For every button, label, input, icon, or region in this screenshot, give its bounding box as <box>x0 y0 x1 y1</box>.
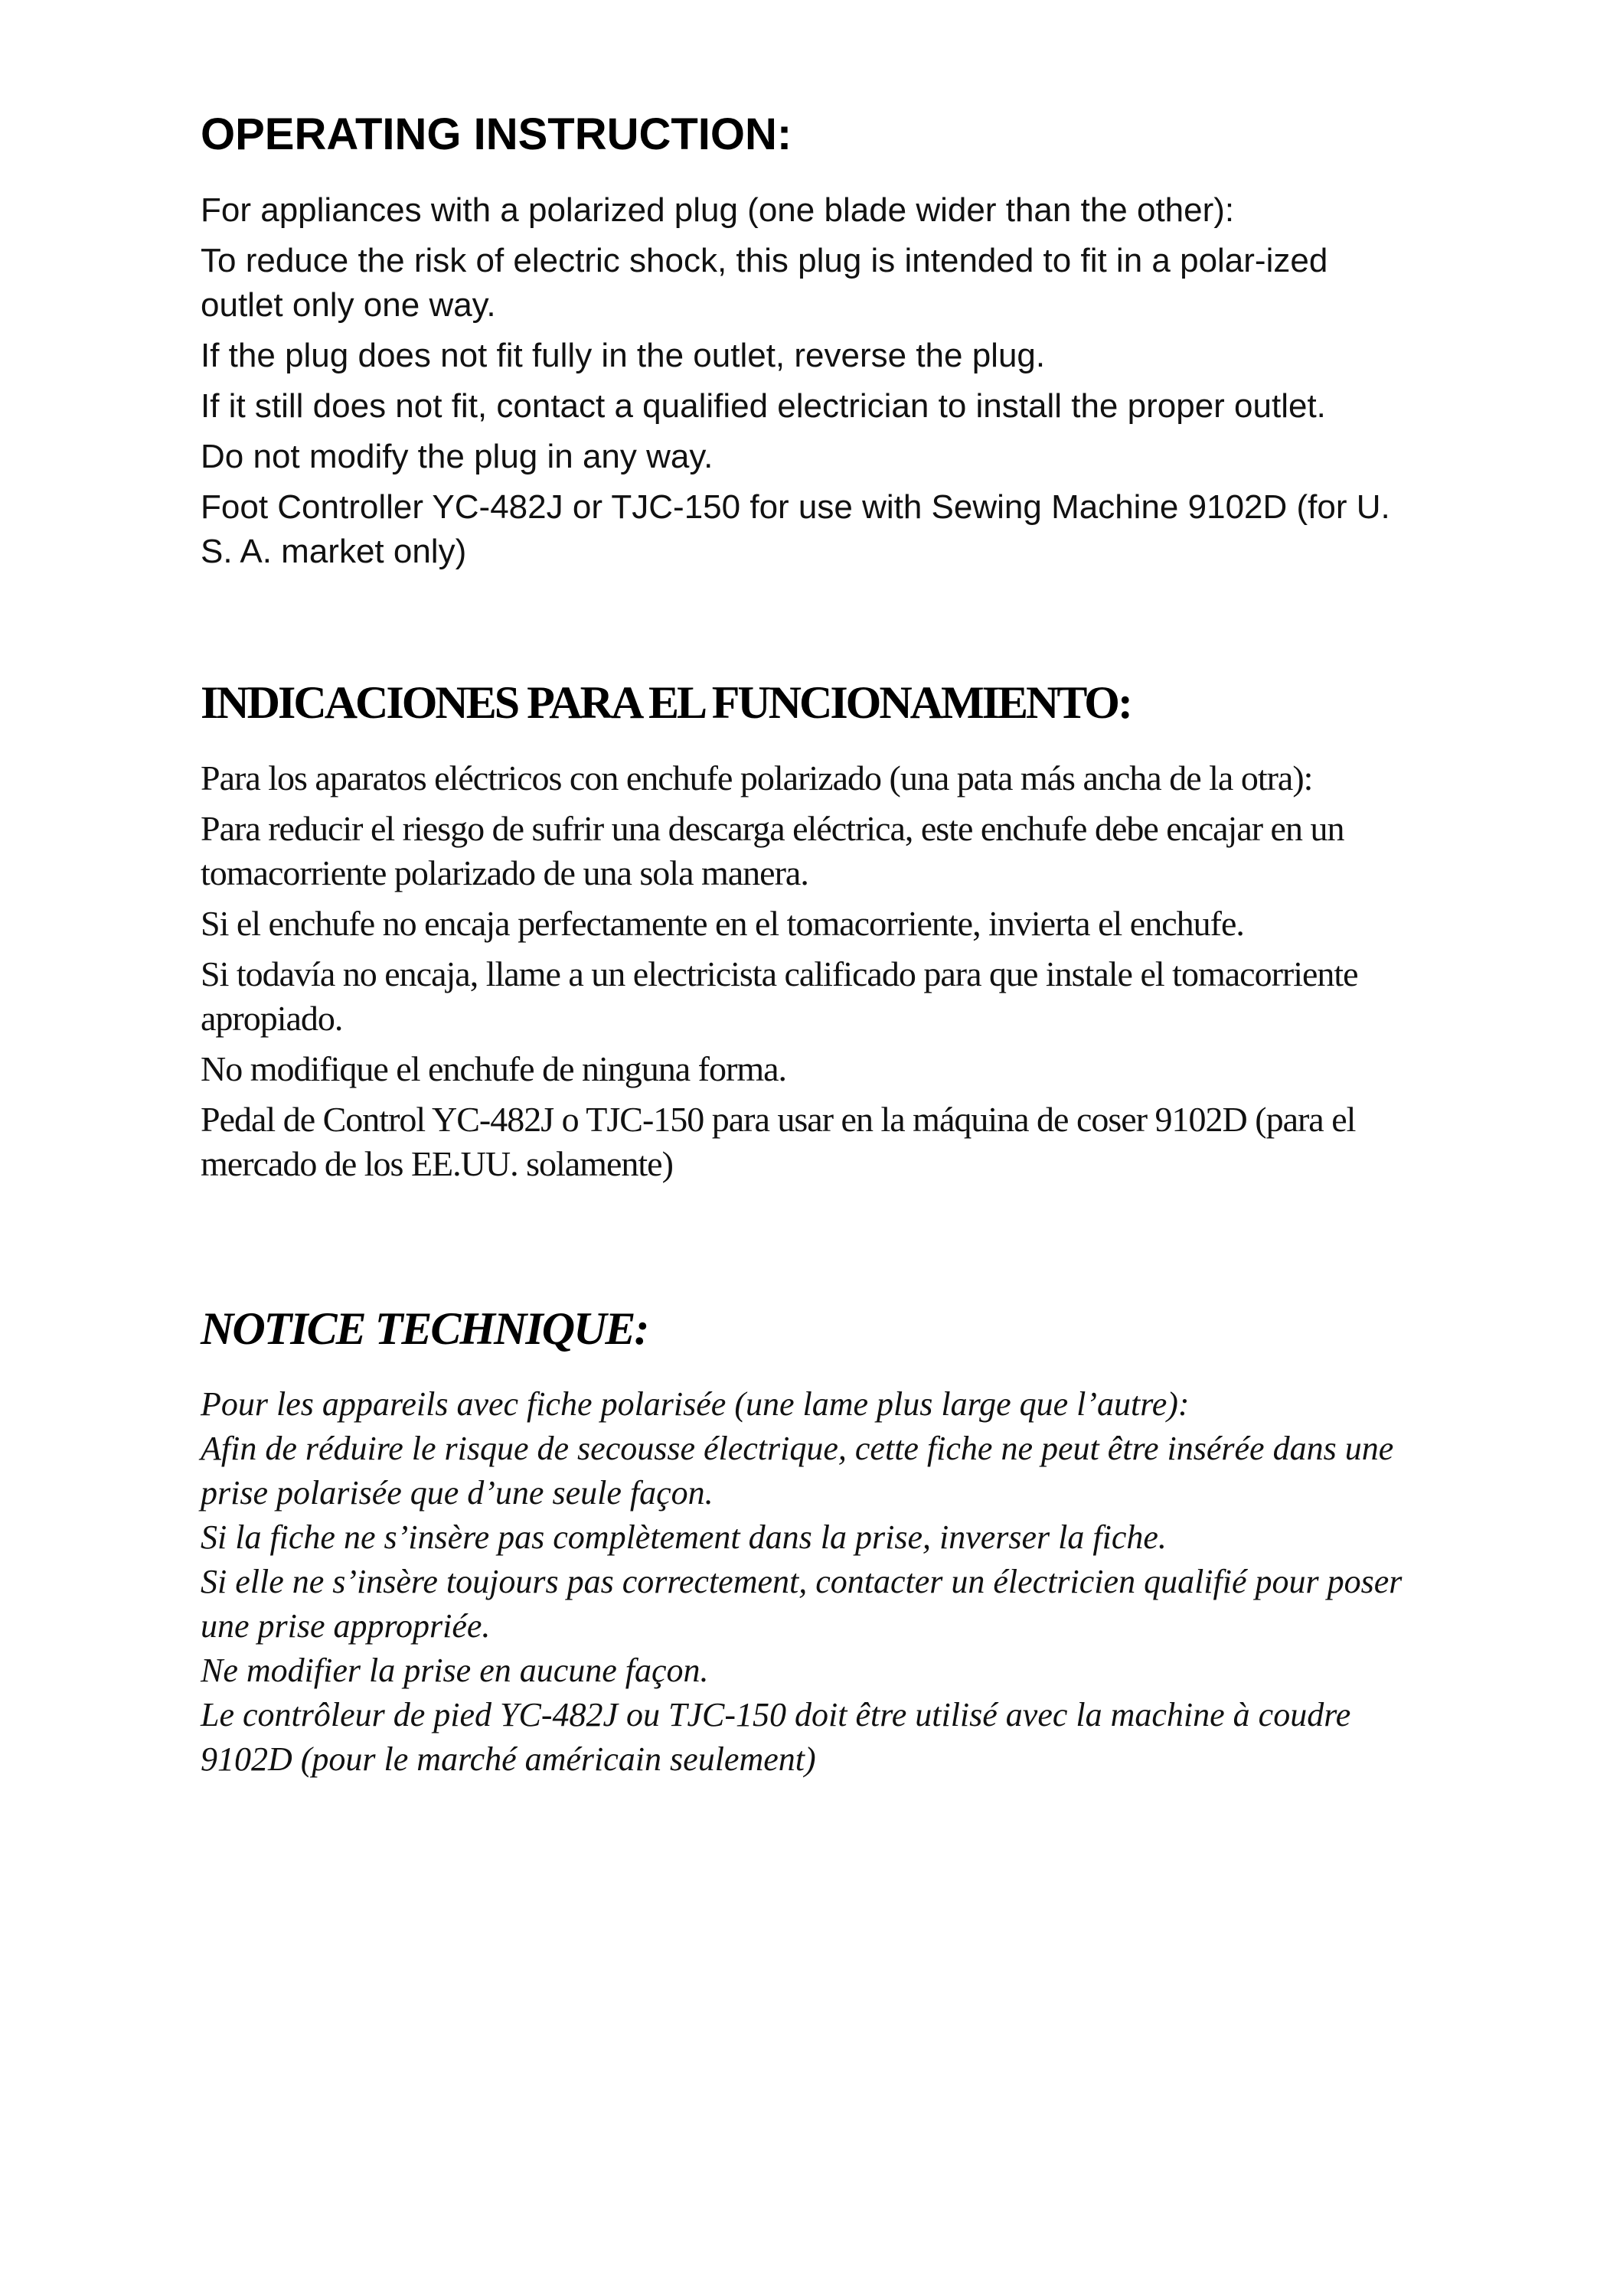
french-paragraph-6: Le contrôleur de pied YC-482J ou TJC-150 doit être utilisé avec la machine à coudre 9102D (pour le marché américain seulement) <box>201 1696 1351 1778</box>
spanish-paragraph-4: Si todavía no encaja, llame a un electricista calificado para que instale el tomacorriente apropiado. <box>201 954 1358 1038</box>
spanish-paragraph-2: Para reducir el riesgo de sufrir una descarga eléctrica, este enchufe debe encajar en un tomacorriente polarizado de una sola manera. <box>201 809 1344 892</box>
french-paragraph-3: Si la fiche ne s’insère pas complètement dans la prise, inverser la fiche. <box>201 1518 1167 1556</box>
french-heading: NOTICE TECHNIQUE: <box>201 1303 648 1354</box>
french-paragraph-1: Pour les appareils avec fiche polarisée (une lame plus large que l’autre): <box>201 1385 1190 1423</box>
french-paragraph-2: Afin de réduire le risque de secousse électrique, cette fiche ne peut être insérée dans une prise polarisée que d’une seule façon. <box>201 1430 1394 1512</box>
french-section <box>201 1301 1410 1782</box>
english-paragraph-2: To reduce the risk of electric shock, this plug is intended to fit in a polar-ized outlet only one way. <box>201 242 1328 324</box>
spanish-section <box>201 675 1410 1186</box>
english-paragraph-5: Do not modify the plug in any way. <box>201 438 714 475</box>
spanish-heading: INDICACIONES PARA EL FUNCIONAMIENTO: <box>201 677 1131 728</box>
spanish-paragraph-5: No modifique el enchufe de ninguna forma. <box>201 1049 787 1088</box>
english-section <box>201 107 1410 574</box>
english-heading: OPERATING INSTRUCTION: <box>201 109 792 159</box>
english-paragraph-6: Foot Controller YC-482J or TJC-150 for use with Sewing Machine 9102D (for U. S. A. market only) <box>201 488 1390 570</box>
french-paragraph-4: Si elle ne s’insère toujours pas correctement, contacter un électricien qualifié pour poser une prise appropriée. <box>201 1563 1403 1645</box>
french-paragraph-5: Ne modifier la prise en aucune façon. <box>201 1652 709 1689</box>
english-paragraph-4: If it still does not fit, contact a qualified electrician to install the proper outlet. <box>201 387 1326 425</box>
english-paragraph-1: For appliances with a polarized plug (one blade wider than the other): <box>201 191 1235 229</box>
spanish-paragraph-6: Pedal de Control YC-482J o TJC-150 para usar en la máquina de coser 9102D (para el mercado de los EE.UU. solamente) <box>201 1100 1356 1183</box>
document-page <box>201 107 1410 1782</box>
spanish-paragraph-1: Para los aparatos eléctricos con enchufe polarizado (una pata más ancha de la otra): <box>201 758 1313 797</box>
english-paragraph-3: If the plug does not fit fully in the outlet, reverse the plug. <box>201 337 1046 374</box>
spanish-paragraph-3: Si el enchufe no encaja perfectamente en el tomacorriente, invierta el enchufe. <box>201 904 1244 943</box>
